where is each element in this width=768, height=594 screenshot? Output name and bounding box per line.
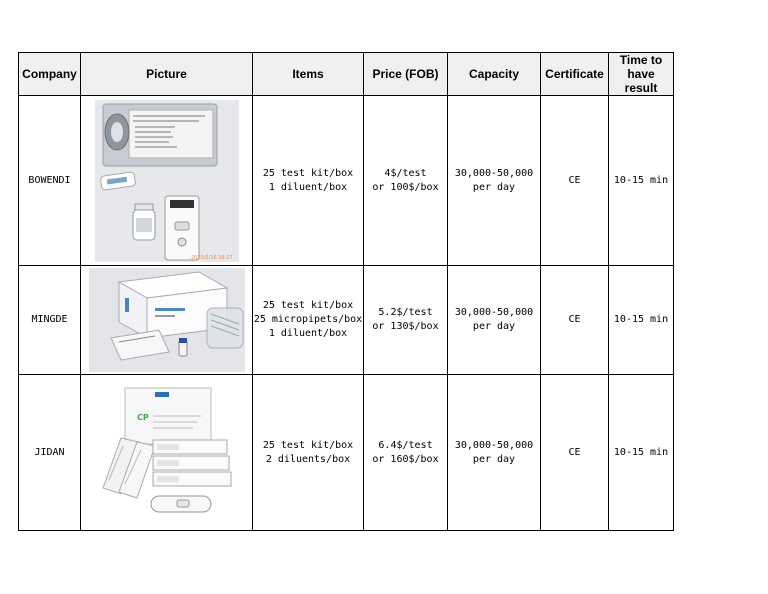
header-price: Price (FOB)	[364, 53, 448, 96]
company-name: BOWENDI	[19, 96, 81, 266]
header-row	[19, 53, 674, 96]
time-cell: 10-15 min	[609, 96, 674, 266]
price-cell: 4$/test or 100$/box	[364, 96, 448, 266]
price-cell: 6.4$/test or 160$/box	[364, 375, 448, 531]
svg-text:CP: CP	[136, 412, 149, 422]
product-picture	[81, 96, 253, 266]
price-cell: 5.2$/test or 130$/box	[364, 266, 448, 375]
header-time: Time to have result	[609, 53, 674, 96]
table-row	[19, 96, 674, 266]
mingde-kit-photo	[89, 268, 245, 372]
header-picture: Picture	[81, 53, 253, 96]
bowendi-kit-photo	[95, 100, 239, 262]
jidan-kit-photo	[93, 380, 241, 526]
header-certificate: Certificate	[541, 53, 609, 96]
header-items: Items	[253, 53, 364, 96]
certificate-cell: CE	[541, 266, 609, 375]
product-picture	[81, 375, 253, 531]
photo-timestamp: 2020/3/16 16:27	[190, 254, 233, 261]
items-cell: 25 test kit/box 2 diluents/box	[253, 375, 364, 531]
header-company: Company	[19, 53, 81, 96]
items-cell: 25 test kit/box 25 micropipets/box 1 diluent/box	[253, 266, 364, 375]
product-comparison-table	[18, 52, 674, 531]
company-name: JIDAN	[19, 375, 81, 531]
company-name: MINGDE	[19, 266, 81, 375]
time-cell: 10-15 min	[609, 266, 674, 375]
certificate-cell: CE	[541, 96, 609, 266]
time-cell: 10-15 min	[609, 375, 674, 531]
header-capacity: Capacity	[448, 53, 541, 96]
product-picture	[81, 266, 253, 375]
items-cell: 25 test kit/box 1 diluent/box	[253, 96, 364, 266]
table-row	[19, 375, 674, 531]
capacity-cell: 30,000-50,000 per day	[448, 375, 541, 531]
capacity-cell: 30,000-50,000 per day	[448, 266, 541, 375]
capacity-cell: 30,000-50,000 per day	[448, 96, 541, 266]
certificate-cell: CE	[541, 375, 609, 531]
table-row	[19, 266, 674, 375]
